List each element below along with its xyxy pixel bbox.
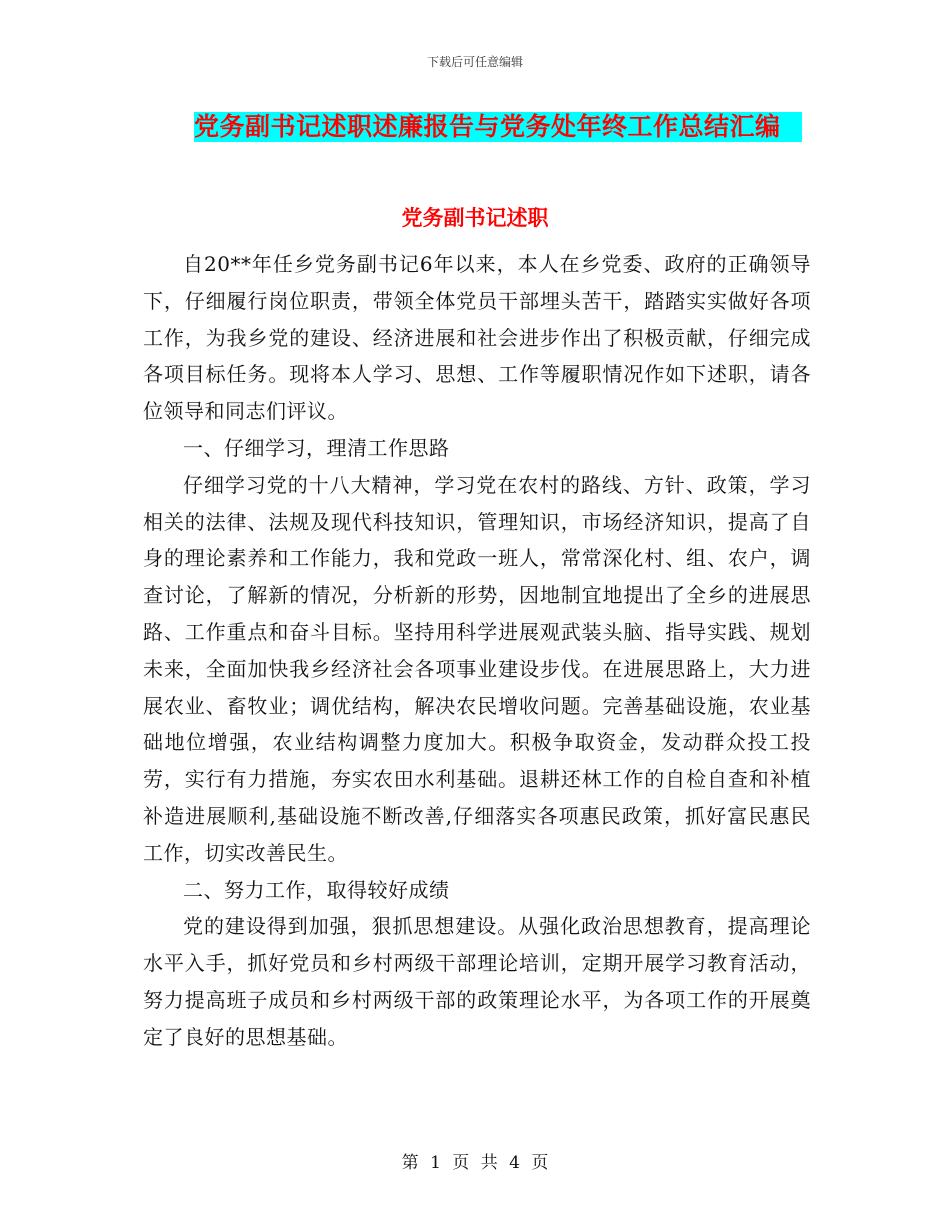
download-note: 下载后可任意编辑 (426, 55, 523, 69)
paragraph-intro: 自20**年任乡党务副书记6年以来，本人在乡党委、政府的正确领导下，仔细履行岗位职责，带领全体党员干部埋头苦干，踏踏实实做好各项工作，为我乡党的建设、经济进展和社会进步作出了积极贡献，仔细完成各项目标任务。现将本人学习、思想、工作等履职情况作如下述职，请各位领导和同志们评议。 (143, 252, 811, 424)
section-title: 党务副书记述职 (401, 205, 549, 230)
document-body (143, 246, 811, 1056)
document-title: 党务副书记述职述廉报告与党务处年终工作总结汇编 (194, 112, 802, 142)
heading-study: 一、仔细学习，理清工作思路 (183, 435, 450, 460)
page-number: 第 1 页 共 4 页 (401, 1153, 549, 1173)
paragraph-work: 党的建设得到加强，狠抓思想建设。从强化政治思想教育，提高理论水平入手，抓好党员和乡村两级干部理论培训，定期开展学习教育活动，努力提高班子成员和乡村两级干部的政策理论水平，为各项工作的开展奠定了良好的思想基础。 (143, 914, 811, 1049)
heading-work: 二、努力工作，取得较好成绩 (183, 877, 450, 902)
paragraph-study: 仔细学习党的十八大精神，学习党在农村的路线、方针、政策，学习相关的法律、法规及现代科技知识，管理知识，市场经济知识，提高了自身的理论素养和工作能力，我和党政一班人，常常深化村、组、农户，调查讨论，了解新的情况，分析新的形势，因地制宜地提出了全乡的进展思路、工作重点和奋斗目标。坚持用科学进展观武装头脑、指导实践、规划未来，全面加快我乡经济社会各项事业建设步伐。在进展思路上，大力进展农业、畜牧业；调优结构，解决农民增收问题。完善基础设施，农业基础地位增强，农业结构调整力度加大。积极争取资金，发动群众投工投劳，实行有力措施，夯实农田水利基础。退耕还林工作的自检自查和补植补造进展顺利,基础设施不断改善,仔细落实各项惠民政策，抓好富民惠民工作，切实改善民生。 (143, 472, 811, 865)
